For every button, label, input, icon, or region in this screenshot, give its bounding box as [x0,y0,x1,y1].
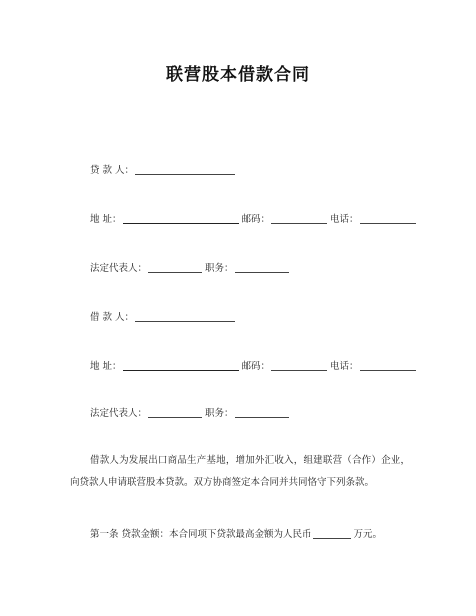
lender-postcode-blank [271,213,327,224]
borrower-position-blank [235,407,289,418]
borrower-postcode-label: 邮码： [241,361,271,372]
lender-rep-line [90,260,292,274]
lender-postcode-label: 邮码： [241,214,271,225]
borrower-address-blank [123,360,239,371]
lender-rep-label: 法定代表人： [90,263,148,274]
document-title: 联营股本借款合同 [166,65,310,85]
clause-1-prefix: 第一条 贷款金额：本合同项下贷款最高金额为人民币 [90,529,312,540]
borrower-address-label: 地 址： [90,361,122,372]
borrower-contact-line [90,358,419,372]
lender-phone-label: 电话： [330,214,359,225]
borrower-postcode-blank [271,360,327,371]
intro-paragraph: 借款人为发展出口商品生产基地，增加外汇收入，组建联营（合作）企业，向贷款人申请联营股本贷款。双方协商签定本合同并共同恪守下列条款。 [70,455,410,488]
borrower-position-label: 职务： [205,408,234,419]
lender-contact-line [90,211,419,225]
lender-phone-blank [360,213,416,224]
borrower-phone-label: 电话： [330,361,359,372]
lender-rep-blank [148,262,202,273]
lender-address-blank [123,213,239,224]
lender-label: 贷 款 人： [90,165,135,176]
borrower-phone-blank [360,360,416,371]
borrower-line [90,309,238,323]
borrower-rep-blank [148,407,202,418]
borrower-label: 借 款 人： [90,312,135,323]
borrower-blank [135,311,235,322]
lender-address-label: 地 址： [90,214,122,225]
lender-position-blank [235,262,289,273]
borrower-rep-label: 法定代表人： [90,408,148,419]
clause-1 [90,526,382,540]
lender-blank [135,164,235,175]
lender-line [90,162,238,176]
borrower-rep-line [90,405,292,419]
lender-position-label: 职务： [205,263,234,274]
clause-1-suffix: 万元。 [353,529,383,540]
clause-1-amount-blank [313,528,351,539]
